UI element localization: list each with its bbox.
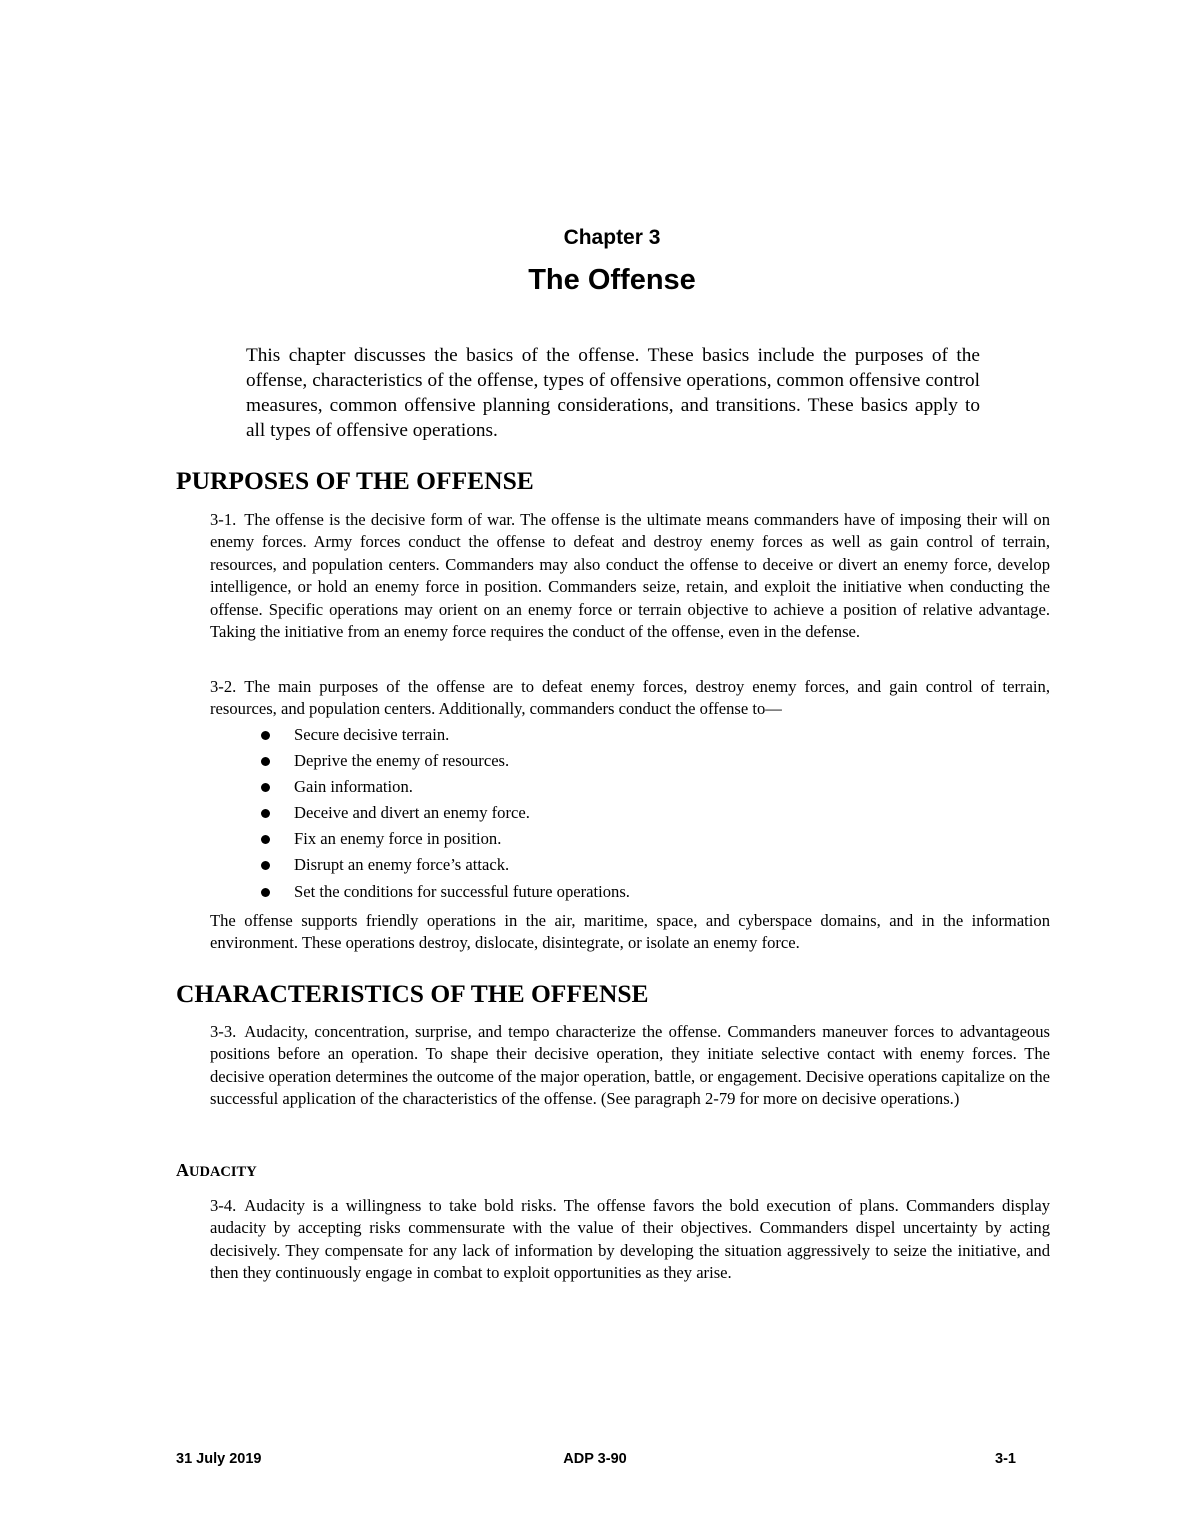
chapter-label: Chapter 3 [563, 226, 661, 249]
paragraph-3-4 [210, 1195, 1050, 1285]
list-item: Disrupt an enemy force’s attack. [210, 852, 1050, 878]
paragraph-text: Audacity, concentration, surprise, and tempo characterize the offense. Commanders maneuver forces to advantageous positions before an operation. To shape their decisive operation, they initiate selective contact with enemy forces. The decisive operation determines the outcome of the major operation, battle, or engagement. Decisive operations capitalize on the successful application of the characteristics of the offense. (See paragraph 2-79 for more on decisive operations.) [210, 1022, 1050, 1109]
footer-date: 31 July 2019 [176, 1451, 262, 1467]
bullet-icon [261, 731, 270, 740]
list-item: Deceive and divert an enemy force. [210, 800, 1050, 826]
paragraph-text: Audacity is a willingness to take bold risks. The offense favors the bold execution of plans. Commanders display audacity by accepting risks commensurate with the value of their objectives. Commanders dispel uncertainty by acting decisively. They compensate for any lack of information by developing the situation aggressively to seize the initiative, and then they continuously engage in combat to exploit opportunities as they arise. [210, 1196, 1050, 1283]
chapter-intro: This chapter discusses the basics of the offense. These basics include the purposes of the offense, characteristics of the offense, types of offensive operations, common offensive control measures, common offensive planning considerations, and transitions. These basics apply to all types of offensive operations. [246, 345, 980, 441]
list-item: Gain information. [210, 774, 1050, 800]
list-item: Deprive the enemy of resources. [210, 748, 1050, 774]
paragraph-3-1 [210, 509, 1050, 643]
bullet-icon [261, 861, 270, 870]
paragraph-text: The offense is the decisive form of war. The offense is the ultimate means commanders have of imposing their will on enemy forces. Army forces conduct the offense to defeat and destroy enemy forces as well as gain control of terrain, resources, and population centers. Commanders may also conduct the offense to deceive or divert an enemy force, develop intelligence, or hold an enemy force in position. Commanders seize, retain, and exploit the initiative when conducting the offense. Specific operations may orient on an enemy force or terrain objective to achieve a position of relative advantage. Taking the initiative from an enemy force requires the conduct of the offense, even in the defense. [210, 510, 1050, 642]
paragraph-3-3 [210, 1021, 1050, 1111]
paragraph-number: 3-3. [210, 1022, 237, 1041]
footer-publication: ADP 3-90 [563, 1451, 627, 1467]
paragraph-number: 3-4. [210, 1196, 237, 1215]
chapter-title: The Offense [528, 264, 696, 296]
paragraph-text: The main purposes of the offense are to defeat enemy forces, destroy enemy forces, and gain control of terrain, resources, and population centers. Additionally, commanders conduct the offense to— [210, 677, 1050, 719]
bullet-icon [261, 783, 270, 792]
subheading-audacity: AUDACITY [176, 1160, 257, 1180]
list-item: Secure decisive terrain. [210, 722, 1050, 748]
bullet-icon [261, 888, 270, 897]
paragraph-3-2 [210, 676, 1050, 721]
paragraph-closing: The offense supports friendly operations in the air, maritime, space, and cyberspace domains, and in the information environment. These operations destroy, dislocate, disintegrate, or isolate an enemy force. [210, 911, 1050, 953]
bullet-icon [261, 809, 270, 818]
list-item: Fix an enemy force in position. [210, 826, 1050, 852]
bullet-icon [261, 757, 270, 766]
section-heading-characteristics: CHARACTERISTICS OF THE OFFENSE [176, 979, 649, 1008]
paragraph-number: 3-2. [210, 677, 237, 696]
paragraph-number: 3-1. [210, 510, 237, 529]
bullet-icon [261, 835, 270, 844]
footer-page-number: 3-1 [995, 1451, 1016, 1467]
section-heading-purposes: PURPOSES OF THE OFFENSE [176, 466, 534, 495]
purposes-bullet-list [210, 722, 1050, 905]
list-item: Set the conditions for successful future operations. [210, 879, 1050, 905]
